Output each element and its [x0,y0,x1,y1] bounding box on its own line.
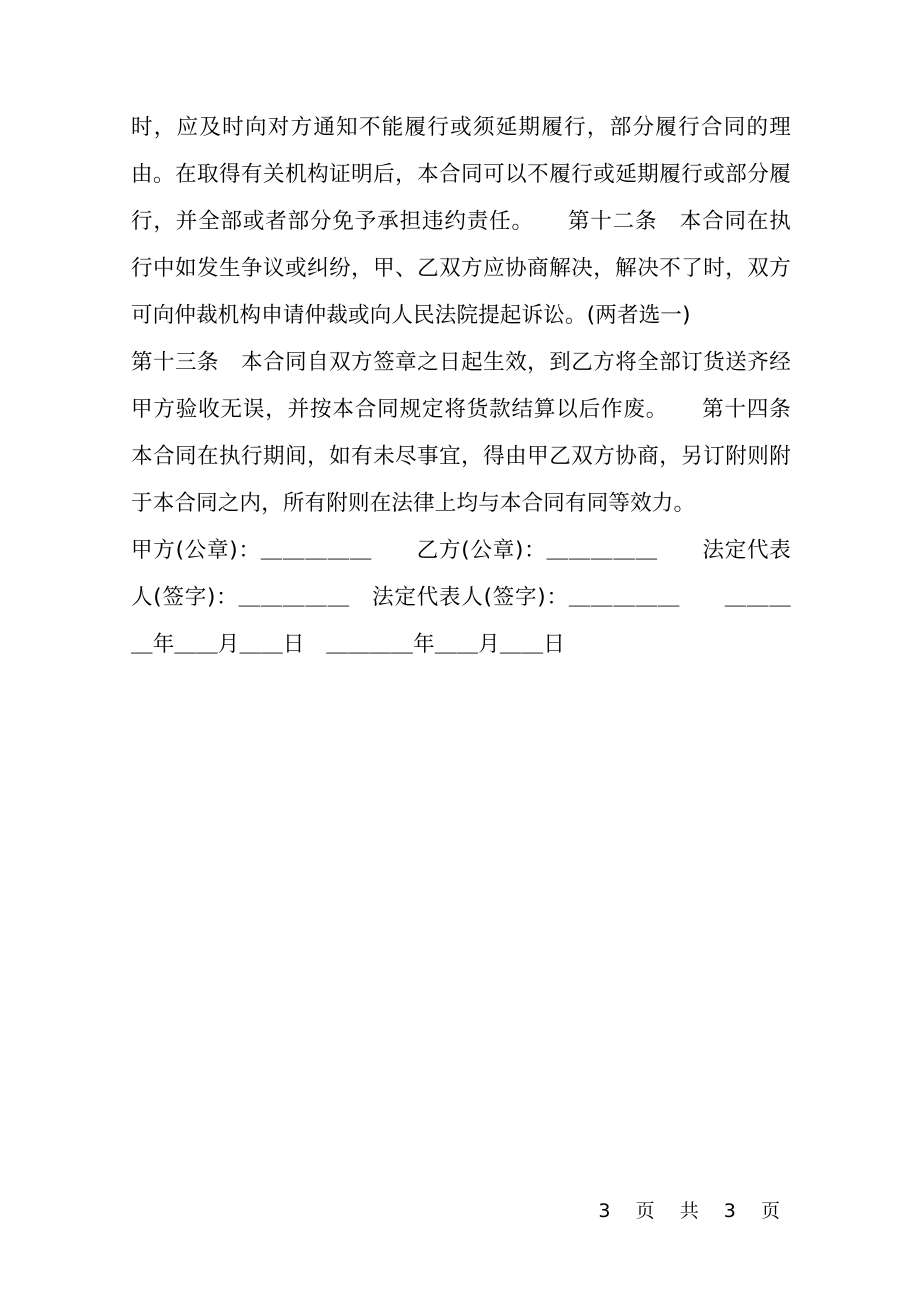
footer-of-label: 共 [679,1200,700,1222]
footer-total-pages: 3 [723,1200,737,1222]
footer-page-label: 页 [635,1200,656,1222]
signature-block: 甲方(公章)：＿＿＿＿＿ 乙方(公章)：＿＿＿＿＿ 法定代表人(签字)：＿＿＿＿＿ 法定代表人(签字)：＿＿＿＿＿ ＿＿＿＿年＿＿月＿＿日 ＿＿＿＿年＿＿月＿＿日 [131,538,791,657]
document-text-body [131,104,813,668]
page-footer [0,1196,920,1223]
paragraph-1: 时，应及时向对方通知不能履行或须延期履行，部分履行合同的理由。在取得有关机构证明后，本合同可以不履行或延期履行或部分履行，并全部或者部分免予承担违约责任。 第十二条 本合同在执行中如发生争议或纠纷，甲、乙双方应协商解决，解决不了时，双方可向仲裁机构申请仲裁或向人民法院提起诉讼。(两者选一) [131,115,791,328]
paragraph-2: 第十三条 本合同自双方签章之日起生效，到乙方将全部订货送齐经甲方验收无误，并按本合同规定将货款结算以后作废。 第十四条 本合同在执行期间，如有未尽事宜，得由甲乙双方协商，另订附则附于本合同之内，所有附则在法律上均与本合同有同等效力。 [131,350,813,516]
footer-total-label: 页 [760,1200,781,1222]
footer-current-page: 3 [598,1200,612,1222]
